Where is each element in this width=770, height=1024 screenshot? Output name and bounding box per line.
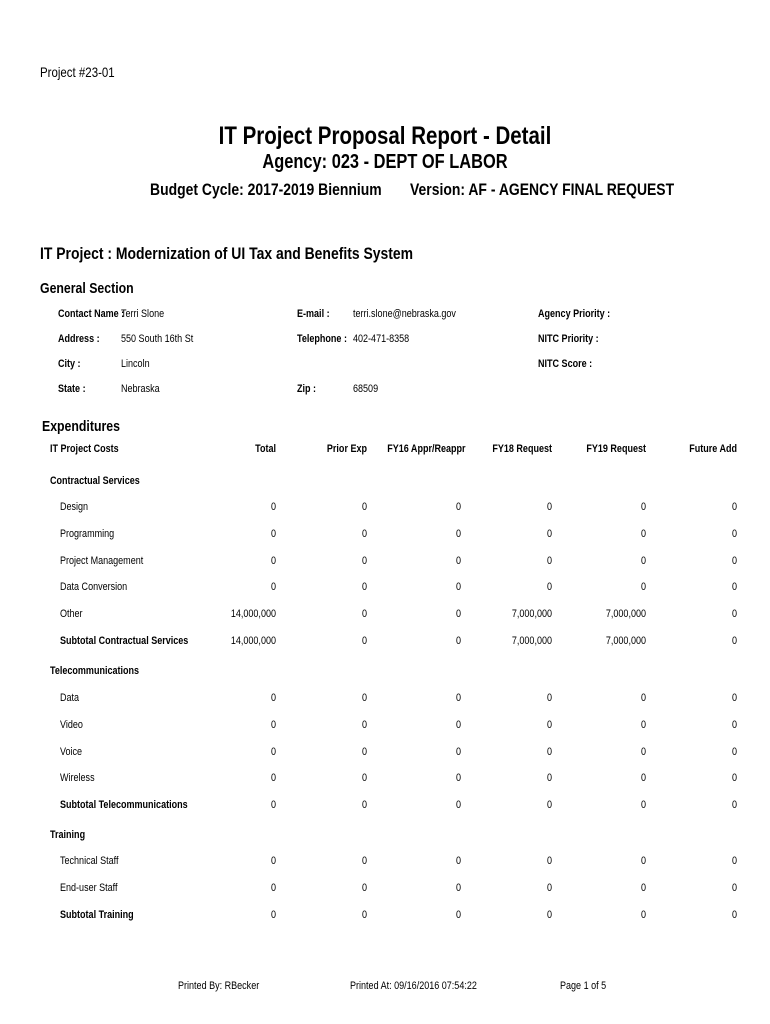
telephone-label: Telephone : — [297, 333, 347, 345]
cell-value: 0 — [455, 745, 461, 758]
cell-value: 0 — [361, 855, 367, 867]
col-fy18-request: FY18 Request — [492, 443, 552, 455]
cell-value: 7,000,000 — [511, 608, 552, 621]
cell-value: 0 — [640, 501, 646, 513]
group-heading: Training — [50, 829, 86, 841]
it-project-title: IT Project : Modernization of UI Tax and Benefits System — [40, 244, 414, 263]
cell-value: 0 — [731, 908, 737, 921]
cell-value: 14,000,000 — [230, 608, 276, 621]
col-fy16-appr: FY16 Appr/Reappr — [387, 443, 466, 455]
cell-value: 0 — [546, 772, 552, 785]
subtotal-row-label: Subtotal Contractual Services — [60, 635, 189, 647]
subtotal-row-label: Subtotal Training — [60, 908, 134, 921]
email-value: terri.slone@nebraska.gov — [353, 308, 456, 320]
cell-value: 0 — [361, 881, 367, 894]
cell-value: 0 — [731, 554, 737, 567]
state-value: Nebraska — [121, 383, 160, 395]
cell-value: 0 — [270, 908, 276, 921]
cell-value: 0 — [455, 799, 461, 812]
cell-value: 0 — [361, 635, 367, 647]
row-label: Project Management — [60, 554, 144, 567]
cell-value: 0 — [455, 692, 461, 704]
email-label: E-mail : — [297, 308, 330, 320]
state-label: State : — [58, 383, 86, 395]
contact-name-value: Terri Slone — [121, 308, 165, 320]
footer-printed-by: Printed By: RBecker — [178, 980, 260, 992]
cell-value: 0 — [270, 855, 276, 867]
cell-value: 0 — [361, 772, 367, 785]
cell-value: 0 — [731, 608, 737, 621]
cell-value: 0 — [361, 554, 367, 567]
cell-value: 0 — [546, 501, 552, 513]
cell-value: 0 — [640, 745, 646, 758]
row-label: Wireless — [60, 772, 95, 785]
cell-value: 7,000,000 — [605, 635, 646, 647]
cell-value: 14,000,000 — [230, 635, 276, 647]
cell-value: 0 — [455, 718, 461, 731]
cell-value: 0 — [455, 881, 461, 894]
cell-value: 0 — [640, 881, 646, 894]
cell-value: 0 — [455, 581, 461, 594]
cell-value: 0 — [731, 718, 737, 731]
cell-value: 0 — [640, 581, 646, 594]
cell-value: 0 — [546, 799, 552, 812]
cell-value: 7,000,000 — [605, 608, 646, 621]
version-line: Version: AF - AGENCY FINAL REQUEST — [410, 180, 675, 199]
agency-priority-label: Agency Priority : — [538, 308, 611, 320]
cell-value: 0 — [455, 501, 461, 513]
cell-value: 0 — [361, 718, 367, 731]
cell-value: 0 — [731, 635, 737, 647]
cell-value: 0 — [361, 501, 367, 513]
cell-value: 0 — [361, 608, 367, 621]
cell-value: 0 — [270, 881, 276, 894]
col-prior-exp: Prior Exp — [326, 443, 367, 455]
cell-value: 0 — [546, 855, 552, 867]
cell-value: 0 — [640, 692, 646, 704]
col-total: Total — [255, 443, 276, 455]
cell-value: 0 — [455, 772, 461, 785]
cell-value: 0 — [546, 745, 552, 758]
cell-value: 0 — [361, 527, 367, 540]
cell-value: 0 — [640, 718, 646, 731]
cell-value: 0 — [640, 527, 646, 540]
general-section-heading: General Section — [40, 280, 134, 297]
row-label: Programming — [60, 527, 115, 540]
cell-value: 0 — [546, 692, 552, 704]
cell-value: 0 — [731, 501, 737, 513]
row-label: End-user Staff — [60, 881, 118, 894]
cell-value: 0 — [455, 855, 461, 867]
address-label: Address : — [58, 333, 100, 345]
cell-value: 0 — [546, 908, 552, 921]
row-label: Design — [60, 501, 89, 513]
row-label: Other — [60, 608, 83, 621]
report-title: IT Project Proposal Report - Detail — [218, 122, 552, 150]
cell-value: 0 — [270, 799, 276, 812]
agency-line: Agency: 023 - DEPT OF LABOR — [262, 151, 508, 173]
row-label: Voice — [60, 745, 83, 758]
cell-value: 0 — [361, 799, 367, 812]
nitc-priority-label: NITC Priority : — [538, 333, 599, 345]
cell-value: 0 — [361, 745, 367, 758]
telephone-value: 402-471-8358 — [353, 333, 410, 345]
cell-value: 0 — [546, 718, 552, 731]
cell-value: 0 — [546, 581, 552, 594]
cell-value: 0 — [455, 908, 461, 921]
city-label: City : — [58, 358, 81, 370]
cell-value: 0 — [731, 799, 737, 812]
cell-value: 0 — [270, 527, 276, 540]
cell-value: 0 — [361, 581, 367, 594]
row-label: Data — [60, 692, 80, 704]
cell-value: 0 — [731, 772, 737, 785]
cell-value: 0 — [731, 881, 737, 894]
cell-value: 0 — [731, 855, 737, 867]
cell-value: 0 — [731, 581, 737, 594]
cell-value: 0 — [640, 554, 646, 567]
cell-value: 0 — [731, 692, 737, 704]
cell-value: 0 — [546, 881, 552, 894]
cell-value: 7,000,000 — [511, 635, 552, 647]
row-label: Video — [60, 718, 83, 731]
cell-value: 0 — [546, 554, 552, 567]
cell-value: 0 — [455, 635, 461, 647]
cell-value: 0 — [361, 908, 367, 921]
expenditures-heading: Expenditures — [42, 418, 120, 435]
cell-value: 0 — [640, 799, 646, 812]
col-future-add: Future Add — [689, 443, 737, 455]
cell-value: 0 — [640, 855, 646, 867]
contact-name-label: Contact Name : — [58, 308, 125, 320]
cell-value: 0 — [640, 908, 646, 921]
cell-value: 0 — [455, 554, 461, 567]
group-heading: Contractual Services — [50, 475, 140, 487]
cell-value: 0 — [270, 772, 276, 785]
project-id: Project #23-01 — [40, 64, 115, 80]
group-heading: Telecommunications — [50, 665, 140, 677]
cell-value: 0 — [270, 554, 276, 567]
cell-value: 0 — [270, 581, 276, 594]
cell-value: 0 — [731, 527, 737, 540]
cell-value: 0 — [546, 527, 552, 540]
footer-printed-at: Printed At: 09/16/2016 07:54:22 — [350, 980, 477, 992]
address-value: 550 South 16th St — [121, 333, 194, 345]
col-it-project-costs: IT Project Costs — [50, 443, 119, 455]
nitc-score-label: NITC Score : — [538, 358, 593, 370]
cell-value: 0 — [270, 718, 276, 731]
city-value: Lincoln — [121, 358, 150, 370]
row-label: Technical Staff — [60, 855, 119, 867]
cell-value: 0 — [455, 608, 461, 621]
col-fy19-request: FY19 Request — [586, 443, 646, 455]
budget-cycle: Budget Cycle: 2017-2019 Biennium — [150, 180, 382, 199]
zip-label: Zip : — [297, 383, 317, 395]
cell-value: 0 — [455, 527, 461, 540]
cell-value: 0 — [640, 772, 646, 785]
zip-value: 68509 — [353, 383, 379, 395]
footer-page: Page 1 of 5 — [560, 980, 607, 992]
cell-value: 0 — [270, 692, 276, 704]
subtotal-row-label: Subtotal Telecommunications — [60, 799, 188, 812]
cell-value: 0 — [361, 692, 367, 704]
cell-value: 0 — [731, 745, 737, 758]
cell-value: 0 — [270, 501, 276, 513]
row-label: Data Conversion — [60, 581, 128, 594]
cell-value: 0 — [270, 745, 276, 758]
